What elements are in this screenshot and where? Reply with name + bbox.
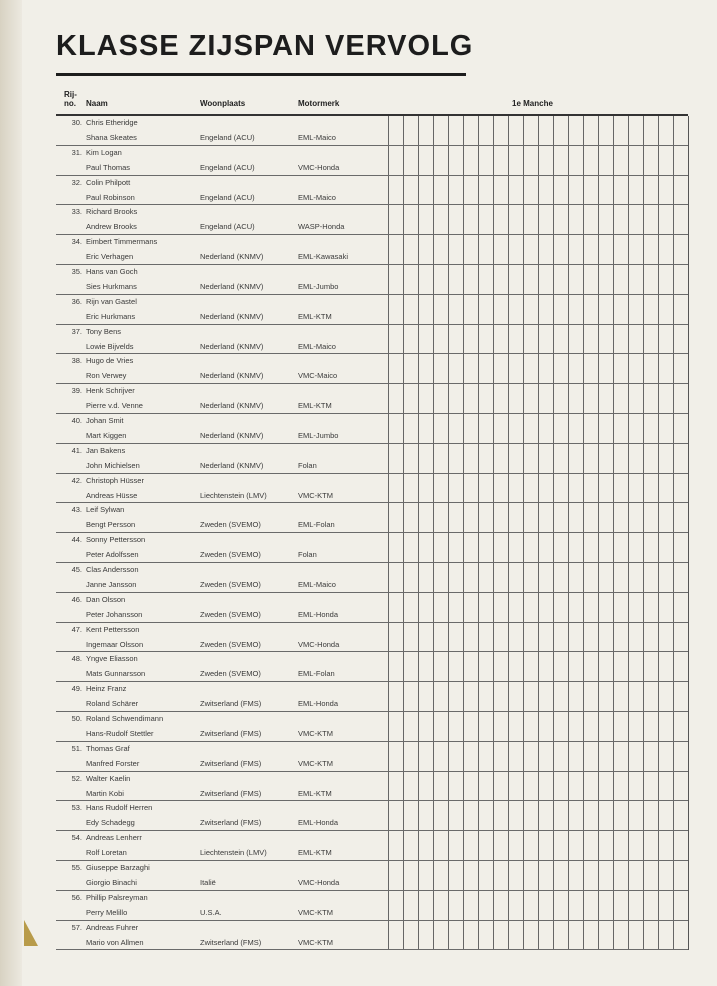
table-row xyxy=(56,652,688,682)
driver-name: Jan Bakens xyxy=(86,445,126,455)
table-row xyxy=(56,533,688,563)
passenger-name: Edy Schadegg xyxy=(86,818,135,828)
woonplaats-value: Nederland (KNMV) xyxy=(200,430,264,440)
entry-number: 35. xyxy=(71,266,82,276)
table-row xyxy=(56,354,688,384)
entry-number: 44. xyxy=(71,535,82,545)
passenger-name: Lowie Bijvelds xyxy=(86,341,134,351)
header-woonplaats: Woonplaats xyxy=(200,99,246,108)
passenger-name: Roland Schärer xyxy=(86,699,139,709)
passenger-name: Hans-Rudolf Stettler xyxy=(86,728,154,738)
table-row xyxy=(56,772,688,802)
driver-name: Sonny Pettersson xyxy=(86,535,146,545)
woonplaats-value: Zweden (SVEMO) xyxy=(200,609,261,619)
driver-name: Rijn van Gastel xyxy=(86,296,137,306)
passenger-name: Andreas Hüsse xyxy=(86,490,138,500)
passenger-name: Andrew Brooks xyxy=(86,222,137,232)
entry-number: 41. xyxy=(71,445,82,455)
passenger-name: Manfred Forster xyxy=(86,758,140,768)
motormerk-value: VMC-KTM xyxy=(298,937,333,947)
entry-number: 55. xyxy=(71,862,82,872)
driver-name: Dan Olsson xyxy=(86,594,126,604)
woonplaats-value: Zwitserland (FMS) xyxy=(200,937,262,947)
passenger-name: Peter Adolfssen xyxy=(86,550,139,560)
woonplaats-value: Nederland (KNMV) xyxy=(200,371,264,381)
table-row xyxy=(56,682,688,712)
woonplaats-value: Zwitserland (FMS) xyxy=(200,788,262,798)
driver-name: Christoph Hüsser xyxy=(86,475,144,485)
woonplaats-value: Engeland (ACU) xyxy=(200,133,255,142)
motormerk-value: EML-KTM xyxy=(298,848,332,858)
entry-number: 51. xyxy=(71,743,82,753)
table-row xyxy=(56,325,688,355)
driver-name: Yngve Eliasson xyxy=(86,654,138,664)
table-row xyxy=(56,563,688,593)
motormerk-value: EML-Honda xyxy=(298,699,339,709)
woonplaats-value: Zweden (SVEMO) xyxy=(200,669,261,679)
passenger-name: Peter Johansson xyxy=(86,609,143,619)
woonplaats-value: Italië xyxy=(200,877,216,887)
header-1e-manche: 1e Manche xyxy=(512,99,553,108)
driver-name: Clas Andersson xyxy=(86,564,139,574)
motormerk-value: EML-Folan xyxy=(298,669,335,679)
passenger-name: Eric Hurkmans xyxy=(86,311,136,321)
table-row xyxy=(56,712,688,742)
woonplaats-value: Nederland (KNMV) xyxy=(200,311,264,321)
motormerk-value: EML-KTM xyxy=(298,788,332,798)
driver-name: Hans van Goch xyxy=(86,266,138,276)
driver-name: Eimbert Timmermans xyxy=(86,237,158,247)
motormerk-value: EML-Maico xyxy=(298,192,336,202)
table-row xyxy=(56,265,688,295)
page-edge-shadow xyxy=(0,0,22,986)
entry-number: 33. xyxy=(71,207,82,217)
table-row xyxy=(56,176,688,206)
entry-number: 30. xyxy=(71,118,82,127)
table-row xyxy=(56,116,688,146)
entry-number: 40. xyxy=(71,415,82,425)
entry-number: 48. xyxy=(71,654,82,664)
entry-number: 37. xyxy=(71,326,82,336)
entry-number: 32. xyxy=(71,177,82,187)
driver-name: Richard Brooks xyxy=(86,207,138,217)
table-row xyxy=(56,414,688,444)
motormerk-value: EML-KTM xyxy=(298,401,332,411)
header-rij-no xyxy=(64,90,77,108)
driver-name: Giuseppe Barzaghi xyxy=(86,862,150,872)
table-row xyxy=(56,146,688,176)
passenger-name: John Michielsen xyxy=(86,460,140,470)
header-rij: Rij- xyxy=(64,90,77,99)
motormerk-value: EML-Honda xyxy=(298,609,339,619)
entry-number: 43. xyxy=(71,505,82,515)
table-row xyxy=(56,474,688,504)
motormerk-value: EML-Maico xyxy=(298,579,336,589)
passenger-name: Shana Skeates xyxy=(86,133,137,142)
motormerk-value: VMC-Honda xyxy=(298,162,340,172)
motormerk-value: VMC-Maico xyxy=(298,371,338,381)
motormerk-value: VMC-KTM xyxy=(298,490,333,500)
woonplaats-value: Zweden (SVEMO) xyxy=(200,550,261,560)
motormerk-value: Folan xyxy=(298,550,317,560)
passenger-name: Paul Thomas xyxy=(86,162,131,172)
entry-number: 31. xyxy=(71,147,82,157)
motormerk-value: EML-Jumbo xyxy=(298,430,339,440)
table-row xyxy=(56,235,688,265)
table-row xyxy=(56,295,688,325)
table-row xyxy=(56,593,688,623)
driver-name: Tony Bens xyxy=(86,326,122,336)
woonplaats-value: Zwitserland (FMS) xyxy=(200,818,262,828)
driver-name: Andreas Fuhrer xyxy=(86,922,139,932)
woonplaats-value: Nederland (KNMV) xyxy=(200,281,264,291)
entry-number: 57. xyxy=(71,922,82,932)
entry-number: 46. xyxy=(71,594,82,604)
driver-name: Chris Etheridge xyxy=(86,118,138,127)
woonplaats-value: Liechtenstein (LMV) xyxy=(200,848,267,858)
woonplaats-value: Zweden (SVEMO) xyxy=(200,520,261,530)
entry-number: 38. xyxy=(71,356,82,366)
passenger-name: Perry Melillo xyxy=(86,907,128,917)
motormerk-value: VMC-KTM xyxy=(298,907,333,917)
passenger-name: Pierre v.d. Venne xyxy=(86,401,143,411)
title-underline xyxy=(56,73,466,76)
woonplaats-value: U.S.A. xyxy=(200,907,222,917)
passenger-name: Giorgio Binachi xyxy=(86,877,137,887)
passenger-name: Ron Verwey xyxy=(86,371,127,381)
table-row xyxy=(56,831,688,861)
woonplaats-value: Nederland (KNMV) xyxy=(200,341,264,351)
woonplaats-value: Engeland (ACU) xyxy=(200,192,255,202)
driver-name: Roland Schwendimann xyxy=(86,713,164,723)
entry-number: 56. xyxy=(71,892,82,902)
table-row xyxy=(56,921,688,951)
motormerk-value: EML-Folan xyxy=(298,520,335,530)
table-row xyxy=(56,384,688,414)
motormerk-value: EML-KTM xyxy=(298,311,332,321)
woonplaats-value: Zweden (SVEMO) xyxy=(200,579,261,589)
table-row xyxy=(56,801,688,831)
driver-name: Johan Smit xyxy=(86,415,124,425)
driver-name: Phillip Palsreyman xyxy=(86,892,148,902)
entry-number: 39. xyxy=(71,386,82,396)
motormerk-value: EML-Honda xyxy=(298,818,339,828)
entry-number: 42. xyxy=(71,475,82,485)
entry-number: 50. xyxy=(71,713,82,723)
driver-name: Hans Rudolf Herren xyxy=(86,803,153,813)
driver-name: Walter Kaelin xyxy=(86,773,131,783)
driver-name: Kent Pettersson xyxy=(86,624,140,634)
header-naam: Naam xyxy=(86,99,108,108)
page-title: KLASSE ZIJSPAN VERVOLG xyxy=(56,30,474,62)
entry-number: 45. xyxy=(71,564,82,574)
motormerk-value: VMC-Honda xyxy=(298,639,340,649)
woonplaats-value: Nederland (KNMV) xyxy=(200,252,264,262)
entry-number: 36. xyxy=(71,296,82,306)
table-row xyxy=(56,503,688,533)
entry-number: 49. xyxy=(71,684,82,694)
motormerk-value: VMC-Honda xyxy=(298,877,340,887)
motormerk-value: EML-Maico xyxy=(298,133,336,142)
woonplaats-value: Liechtenstein (LMV) xyxy=(200,490,267,500)
table-row xyxy=(56,861,688,891)
entry-number: 52. xyxy=(71,773,82,783)
passenger-name: Rolf Loretan xyxy=(86,848,127,858)
woonplaats-value: Zweden (SVEMO) xyxy=(200,639,261,649)
driver-name: Leif Sylwan xyxy=(86,505,125,515)
table-row xyxy=(56,623,688,653)
woonplaats-value: Zwitserland (FMS) xyxy=(200,699,262,709)
passenger-name: Martin Kobi xyxy=(86,788,124,798)
driver-name: Hugo de Vries xyxy=(86,356,134,366)
driver-name: Kim Logan xyxy=(86,147,122,157)
header-motormerk: Motormerk xyxy=(298,99,340,108)
motormerk-value: Folan xyxy=(298,460,317,470)
woonplaats-value: Nederland (KNMV) xyxy=(200,401,264,411)
woonplaats-value: Nederland (KNMV) xyxy=(200,460,264,470)
passenger-name: Sies Hurkmans xyxy=(86,281,137,291)
entry-number: 54. xyxy=(71,833,82,843)
passenger-name: Paul Robinson xyxy=(86,192,135,202)
entry-number: 34. xyxy=(71,237,82,247)
header-no: no. xyxy=(64,99,76,108)
woonplaats-value: Engeland (ACU) xyxy=(200,222,255,232)
passenger-name: Mario von Allmen xyxy=(86,937,144,947)
driver-name: Colin Philpott xyxy=(86,177,131,187)
passenger-name: Ingemaar Olsson xyxy=(86,639,144,649)
motormerk-value: EML-Kawasaki xyxy=(298,252,349,262)
entry-number: 47. xyxy=(71,624,82,634)
motormerk-value: EML-Jumbo xyxy=(298,281,339,291)
passenger-name: Eric Verhagen xyxy=(86,252,134,262)
table-row xyxy=(56,205,688,235)
table-row xyxy=(56,891,688,921)
passenger-name: Janne Jansson xyxy=(86,579,137,589)
passenger-name: Bengt Persson xyxy=(86,520,136,530)
passenger-name: Mart Kiggen xyxy=(86,430,127,440)
motormerk-value: WASP-Honda xyxy=(298,222,345,232)
page-corner-fold xyxy=(24,920,38,946)
motormerk-value: VMC-KTM xyxy=(298,728,333,738)
motormerk-value: VMC-KTM xyxy=(298,758,333,768)
entry-table xyxy=(56,116,688,950)
motormerk-value: EML-Maico xyxy=(298,341,336,351)
driver-name: Thomas Graf xyxy=(86,743,130,753)
passenger-name: Mats Gunnarsson xyxy=(86,669,146,679)
driver-name: Andreas Lenherr xyxy=(86,833,142,843)
table-row xyxy=(56,742,688,772)
entry-number: 53. xyxy=(71,803,82,813)
driver-name: Heinz Franz xyxy=(86,684,127,694)
woonplaats-value: Zwitserland (FMS) xyxy=(200,728,262,738)
woonplaats-value: Engeland (ACU) xyxy=(200,162,255,172)
woonplaats-value: Zwitserland (FMS) xyxy=(200,758,262,768)
table-row xyxy=(56,444,688,474)
driver-name: Henk Schrijver xyxy=(86,386,135,396)
